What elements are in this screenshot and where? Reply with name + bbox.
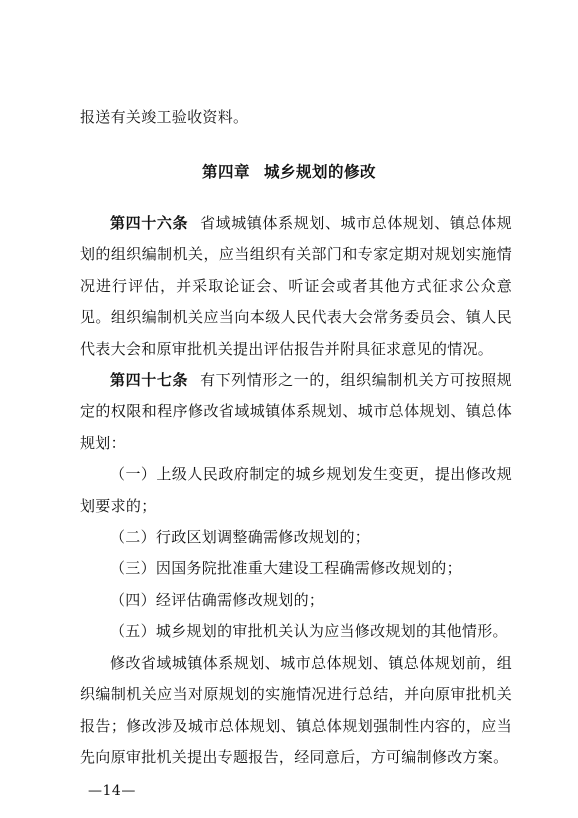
continuation-line: 报送有关竣工验收资料。 [80,108,249,126]
article-46-text: 省域城镇体系规划、城市总体规划、镇总体规划的组织编制机关，应当组织有关部门和专家定期对规划实施情况进行评估，并采取论证会、听证会或者其他方式征求公众意见。组织编制机关应当向本级人民代表大会常务委员会、镇人民代表大会和原审批机关提出评估报告并附具征求意见的情况。 [80,214,512,358]
article-47 [80,365,512,459]
article-46-number: 第四十六条 [110,214,189,232]
article-47-item-3: （三）因国务院批准重大建设工程确需修改规划的； [110,559,462,578]
article-47-item-5: （五）城乡规划的审批机关认为应当修改规划的其他情形。 [110,622,508,641]
chapter-number: 第四章 [201,163,250,181]
continuation-block [80,102,512,133]
article-47-item-1: （一）上级人民政府制定的城乡规划发生变更，提出修改规划要求的； [80,465,512,515]
chapter-title: 城乡规划的修改 [264,163,377,181]
article-47-closing: 修改省域城镇体系规划、城市总体规划、镇总体规划前，组织编制机关应当对原规划的实施情况进行总结，并向原审批机关报告；修改涉及城市总体规划、镇总体规划强制性内容的，应当先向原审批机关提出专题报告，经同意后，方可编制修改方案。 [80,653,512,766]
chapter-heading [0,160,578,182]
article-47-number: 第四十七条 [110,371,189,390]
articles-body [80,208,512,773]
article-47-item-4: （四）经评估确需修改规划的； [110,590,325,609]
article-46 [80,208,512,365]
page-number: —14— [88,783,136,799]
article-47-text: 有下列情形之一的，组织编制机关方可按照规定的权限和程序修改省域城镇体系规划、城市总体规划、镇总体规划： [80,371,512,452]
article-47-item-2: （二）行政区划调整确需修改规划的； [110,528,371,547]
